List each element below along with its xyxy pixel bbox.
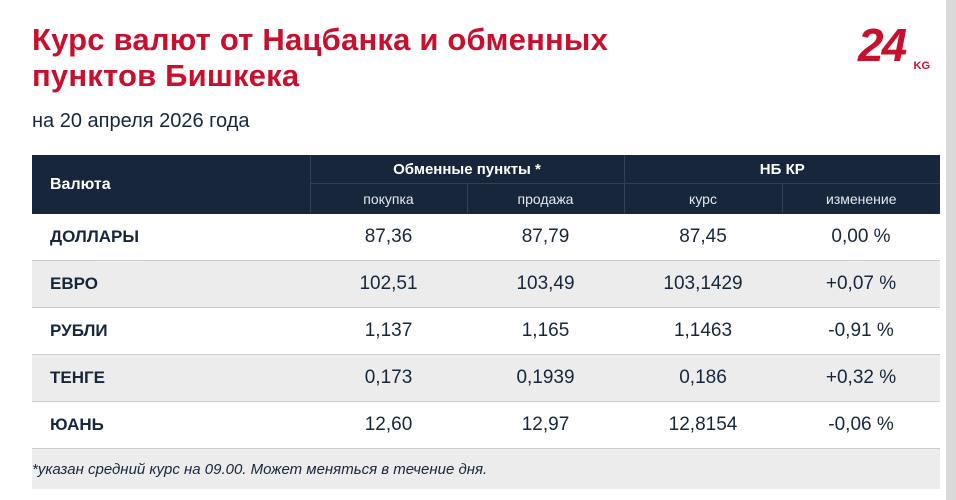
- cell-currency: РУБЛИ: [32, 308, 310, 355]
- table-row: [32, 214, 940, 261]
- cell-rate: 103,1429: [624, 261, 782, 308]
- column-header-sell: продажа: [467, 184, 624, 215]
- table-row: [32, 261, 940, 308]
- table-row: [32, 355, 940, 402]
- cell-buy: 1,137: [310, 308, 467, 355]
- column-header-change: изменение: [782, 184, 940, 215]
- right-edge-strip: [946, 0, 956, 500]
- table-body: [32, 214, 940, 489]
- cell-rate: 87,45: [624, 214, 782, 261]
- cell-rate: 1,1463: [624, 308, 782, 355]
- table-header: [32, 155, 940, 214]
- page-title: Курс валют от Нацбанка и обменных пунктов Бишкека: [32, 22, 609, 93]
- cell-currency: ТЕНГЕ: [32, 355, 310, 402]
- cell-sell: 103,49: [467, 261, 624, 308]
- table-footnote-row: [32, 449, 940, 490]
- cell-sell: 87,79: [467, 214, 624, 261]
- currency-rates-table: [32, 155, 940, 489]
- group-header-exchange-points: Обменные пункты *: [310, 155, 624, 184]
- logo-24kg: [858, 19, 930, 74]
- column-header-rate: курс: [624, 184, 782, 215]
- table-row: [32, 402, 940, 449]
- cell-sell: 1,165: [467, 308, 624, 355]
- cell-sell: 0,1939: [467, 355, 624, 402]
- cell-change: +0,32 %: [782, 355, 940, 402]
- table-row: [32, 308, 940, 355]
- cell-buy: 12,60: [310, 402, 467, 449]
- cell-sell: 12,97: [467, 402, 624, 449]
- cell-buy: 102,51: [310, 261, 467, 308]
- column-header-buy: покупка: [310, 184, 467, 215]
- cell-currency: ДОЛЛАРЫ: [32, 214, 310, 261]
- cell-currency: ЕВРО: [32, 261, 310, 308]
- column-header-currency: Валюта: [32, 155, 310, 214]
- cell-rate: 12,8154: [624, 402, 782, 449]
- logo-text: 24: [858, 19, 906, 71]
- cell-buy: 0,173: [310, 355, 467, 402]
- footnote-text: *указан средний курс на 09.00. Может меняться в течение дня.: [32, 449, 940, 490]
- cell-currency: ЮАНЬ: [32, 402, 310, 449]
- cell-rate: 0,186: [624, 355, 782, 402]
- cell-buy: 87,36: [310, 214, 467, 261]
- group-header-nbkr: НБ КР: [624, 155, 940, 184]
- cell-change: 0,00 %: [782, 214, 940, 261]
- logo-suffix: KG: [913, 60, 930, 72]
- cell-change: -0,91 %: [782, 308, 940, 355]
- cell-change: -0,06 %: [782, 402, 940, 449]
- page-subtitle: на 20 апреля 2026 года: [32, 110, 250, 132]
- cell-change: +0,07 %: [782, 261, 940, 308]
